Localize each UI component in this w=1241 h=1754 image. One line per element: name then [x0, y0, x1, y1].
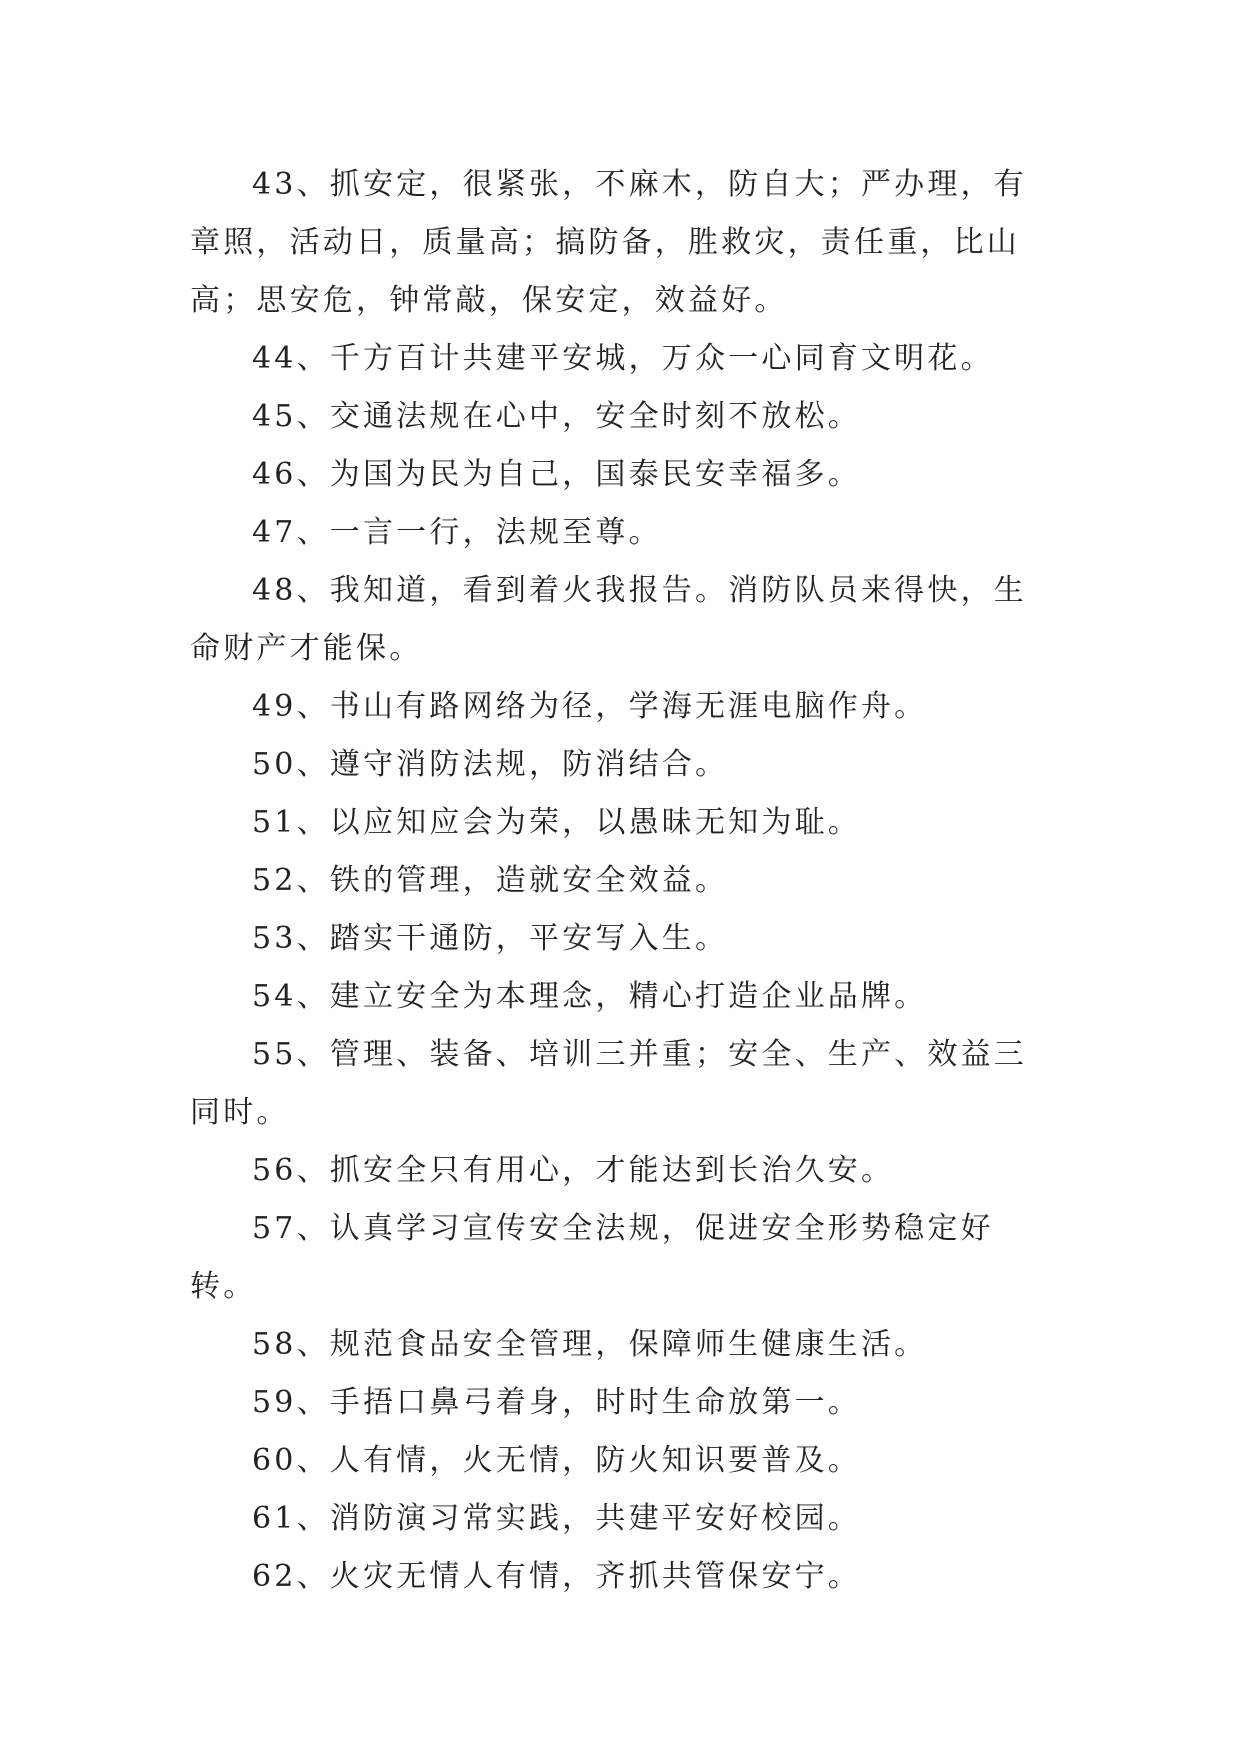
slogan-list	[190, 156, 1060, 1606]
slogan-paragraph: 45、交通法规在心中，安全时刻不放松。	[252, 399, 861, 434]
slogan-paragraph: 59、手捂口鼻弓着身，时时生命放第一。	[252, 1385, 861, 1420]
slogan-paragraph: 46、为国为民为自己，国泰民安幸福多。	[252, 457, 861, 492]
slogan-paragraph: 61、消防演习常实践，共建平安好校园。	[252, 1501, 861, 1536]
slogan-paragraph: 51、以应知应会为荣，以愚昧无知为耻。	[252, 805, 861, 840]
slogan-paragraph: 49、书山有路网络为径，学海无涯电脑作舟。	[252, 689, 928, 724]
slogan-paragraph: 48、我知道，看到着火我报告。消防队员来得快，生命财产才能保。	[190, 573, 1027, 666]
slogan-paragraph: 60、人有情，火无情，防火知识要普及。	[252, 1443, 861, 1478]
slogan-paragraph: 57、认真学习宣传安全法规，促进安全形势稳定好转。	[190, 1211, 994, 1304]
slogan-paragraph: 52、铁的管理，造就安全效益。	[252, 863, 729, 898]
slogan-paragraph: 55、管理、装备、培训三并重；安全、生产、效益三同时。	[190, 1037, 1027, 1130]
slogan-paragraph: 56、抓安全只有用心，才能达到长治久安。	[252, 1153, 895, 1188]
slogan-paragraph: 50、遵守消防法规，防消结合。	[252, 747, 729, 782]
slogan-paragraph: 43、抓安定，很紧张，不麻木，防自大；严办理，有章照，活动日，质量高；搞防备，胜救灾，责任重，比山高；思安危，钟常敲，保安定，效益好。	[190, 167, 1027, 318]
slogan-paragraph: 54、建立安全为本理念，精心打造企业品牌。	[252, 979, 928, 1014]
slogan-paragraph: 53、踏实干通防，平安写入生。	[252, 921, 729, 956]
slogan-paragraph: 44、千方百计共建平安城，万众一心同育文明花。	[252, 341, 994, 376]
slogan-paragraph: 58、规范食品安全管理，保障师生健康生活。	[252, 1327, 928, 1362]
slogan-paragraph: 47、一言一行，法规至尊。	[252, 515, 662, 550]
slogan-paragraph: 62、火灾无情人有情，齐抓共管保安宁。	[252, 1559, 861, 1594]
